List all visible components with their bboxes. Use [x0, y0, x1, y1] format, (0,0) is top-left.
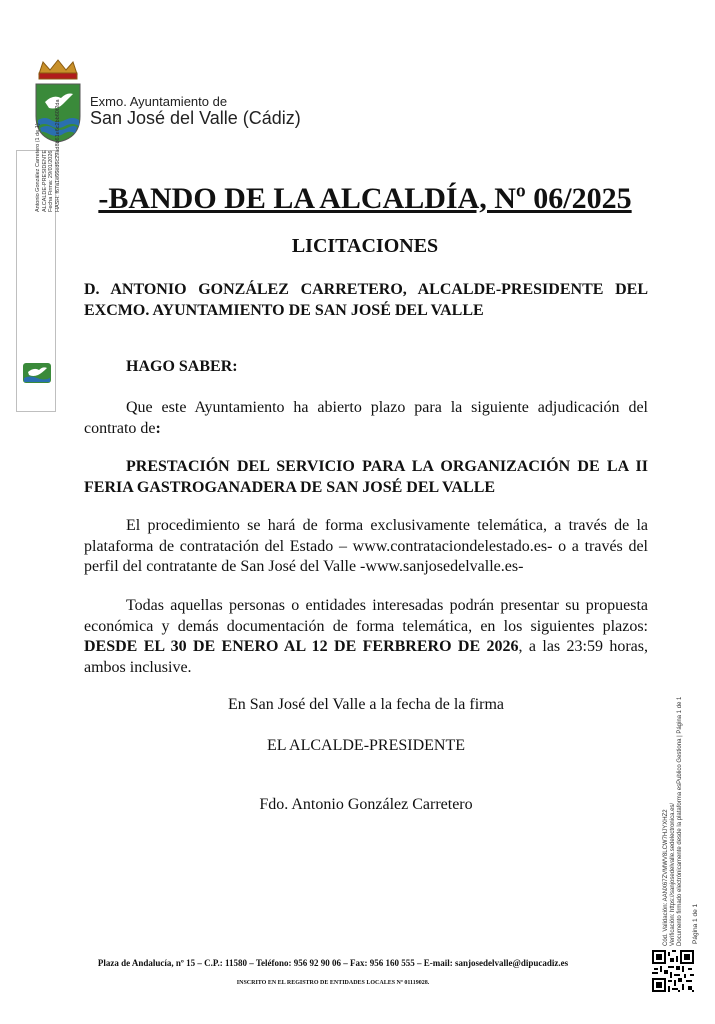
municipality-name-line1: Exmo. Ayuntamiento de: [90, 94, 228, 109]
deadline-text: Todas aquellas personas o entidades interesadas podrán presentar su propuesta económica y demás documentación de forma telemática, en los siguientes plazos:: [84, 597, 648, 635]
deadline-end: , a las 23:59 horas, ambos inclusive.: [84, 638, 648, 676]
signature-date: Fecha Firma: 29/01/2026: [48, 150, 54, 212]
qr-code-icon: [652, 950, 694, 992]
hago-saber-heading: HAGO SABER:: [126, 358, 238, 375]
bando-title: -BANDO DE LA ALCALDÍA, Nº 06/2025: [98, 182, 632, 215]
document-subtitle: LICITACIONES: [291, 235, 439, 257]
municipal-logo-icon: [22, 362, 52, 384]
footer-registry: INSCRITO EN EL REGISTRO DE ENTIDADES LOCALES Nº 01119028.: [236, 980, 430, 986]
page-label: Página 1 de 1: [692, 903, 699, 944]
intro-paragraph: [84, 398, 648, 439]
procedure-paragraph: El procedimiento se hará de forma exclusivamente telemática, a través de la plataforma de contratación del Estado – www.contrataciondelestado.es- o a través del perfil del contratante de San José del Valle -www.sanjosedelvalle.es-: [84, 517, 648, 575]
contract-title: PRESTACIÓN DEL SERVICIO PARA LA ORGANIZACIÓN DE LA II FERIA GASTROGANADERA DE SAN JOSÉ DEL VALLE: [84, 458, 648, 496]
intro-colon: :: [155, 419, 161, 437]
verification-url: Verificación: https://sanjosedelvalle.sedelectronica.es/: [670, 802, 676, 946]
signer-name: Antonio González Carretero (1 de 1): [35, 123, 41, 212]
validation-code: Cód. Validación: AANX67ZVMWV8LCW7HJYXHZ2: [663, 809, 669, 946]
signer-role-title: EL ALCALDE-PRESIDENTE: [266, 737, 466, 754]
municipality-name-line2: San José del Valle (Cádiz): [90, 108, 301, 128]
signer-role: ALCALDE-PRESIDENTE: [41, 149, 48, 212]
signed-by: Fdo. Antonio González Carretero: [259, 796, 473, 813]
platform-note: Documento firmado electrónicamente desde la plataforma esPublico Gestiona | Página 1 de 1: [677, 696, 683, 946]
deadline-dates: DESDE EL 30 DE ENERO AL 12 DE FERBRERO DE 2026: [84, 638, 519, 655]
mayor-statement: D. ANTONIO GONZÁLEZ CARRETERO, ALCALDE-PRESIDENTE DEL EXCMO. AYUNTAMIENTO DE SAN JOSÉ DEL VALLE: [84, 281, 648, 319]
place-and-date: En San José del Valle a la fecha de la firma: [227, 696, 505, 713]
intro-text: Que este Ayuntamiento ha abierto plazo para la siguiente adjudicación del contrato de: [84, 399, 648, 437]
footer-address: Plaza de Andalucía, nº 15 – C.P.: 11580 – Teléfono: 956 92 90 06 – Fax: 956 160 555 – E-mail: sanjosedelvalle@dipucadiz.es: [97, 958, 569, 968]
signature-hash: HASH: f67a1e66ed6c29ad8b61e6c2bb60f2da: [54, 99, 61, 212]
deadline-paragraph: [84, 596, 648, 678]
